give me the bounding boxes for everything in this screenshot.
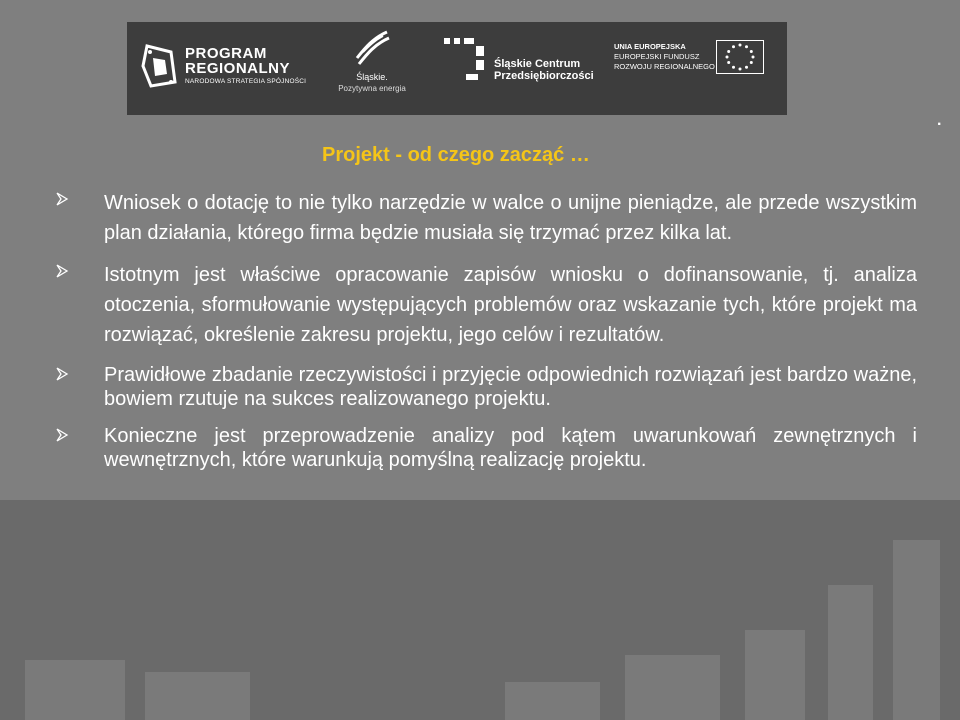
slaskie-name: Śląskie.	[356, 72, 388, 82]
arrowhead-bullet-icon	[55, 192, 69, 206]
slaskie-centrum-emblem-icon	[442, 36, 486, 82]
eu-logo	[614, 38, 774, 98]
bullet-item	[55, 260, 917, 350]
slaskie-emblem-icon	[349, 28, 395, 68]
bullet-text: Prawidłowe zbadanie rzeczywistości i przyjęcie odpowiednich rozwiązań jest bardzo ważne, bowiem rzutuje na sukces realizowanego projektu.	[104, 364, 917, 410]
slaskie-logo	[327, 28, 417, 108]
logo-band	[127, 22, 787, 115]
decor-bar	[828, 585, 873, 720]
arrowhead-bullet-icon	[55, 264, 69, 278]
program-regionalny-subtitle: NARODOWA STRATEGIA SPÓJNOŚCI	[185, 78, 307, 85]
bullet-item	[55, 363, 917, 411]
decor-bar	[893, 540, 940, 720]
bullet-text: Konieczne jest przeprowadzenie analizy pod kątem uwarunkowań zewnętrznych i wewnętrznych, które warunkują pomyślną realizację projektu.	[104, 425, 917, 471]
bullet-text: Istotnym jest właściwe opracowanie zapisów wniosku o dofinansowanie, tj. analiza otoczenia, sformułowanie występujących problemów oraz wskazanie tych, które projekt ma rozwiązać, określenie zakresu projektu, jego celów i rezultatów.	[104, 264, 917, 346]
slide-title: Projekt - od czego zacząć …	[322, 144, 590, 166]
eu-flag-icon	[716, 40, 764, 74]
bullet-item	[55, 424, 917, 472]
bullet-text: Wniosek o dotację to nie tylko narzędzie w walce o unijne pieniądze, ale przede wszystkim plan działania, którego firma będzie musiała się trzymać przez kilka lat.	[104, 192, 917, 244]
decor-bar	[625, 655, 720, 720]
corner-mark: .	[937, 112, 942, 129]
program-regionalny-title: PROGRAM REGIONALNY	[185, 45, 291, 77]
arrowhead-bullet-icon	[55, 367, 69, 381]
slaskie-centrum-logo	[442, 32, 592, 102]
decor-bar	[745, 630, 805, 720]
decor-bar	[25, 660, 125, 720]
arrowhead-bullet-icon	[55, 428, 69, 442]
eu-text: UNIA EUROPEJSKA EUROPEJSKI FUNDUSZ ROZWOJU REGIONALNEGO	[614, 42, 715, 71]
decor-bar	[145, 672, 250, 720]
slaskie-centrum-title: Śląskie Centrum Przedsiębiorczości	[494, 58, 594, 82]
bullet-list	[55, 188, 917, 472]
program-regionalny-emblem-icon	[141, 42, 179, 90]
bullet-item	[55, 188, 917, 248]
program-regionalny-logo	[141, 32, 307, 102]
decor-bar	[505, 682, 600, 720]
slaskie-tagline: Pozytywna energia	[338, 84, 406, 93]
background-lower	[0, 500, 960, 720]
